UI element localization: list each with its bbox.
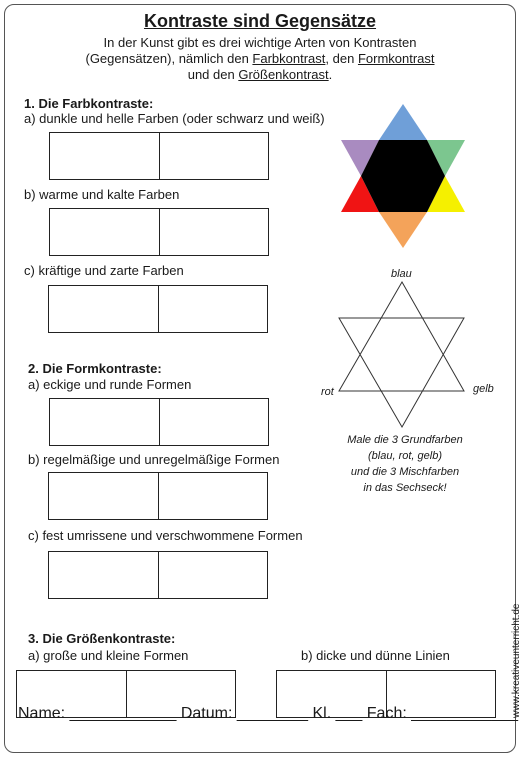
answer-box-2b[interactable] (48, 472, 268, 520)
star-tip-bottom (379, 212, 427, 248)
subject-field[interactable]: ____________ (411, 705, 519, 722)
subject-label: Fach: (366, 705, 407, 722)
section3-heading: 3. Die Größenkontraste: (28, 631, 176, 646)
section1-item-b: b) warme und kalte Farben (24, 187, 180, 202)
answer-box-2a[interactable] (49, 398, 269, 446)
answer-cell-2c-right[interactable] (158, 552, 268, 598)
outline-star-diagram (334, 280, 466, 428)
star-tip-top (379, 104, 427, 140)
class-field[interactable]: ___ (335, 705, 363, 722)
section3-item-a: a) große und kleine Formen (28, 648, 189, 663)
answer-cell-2a-left[interactable] (50, 399, 159, 445)
answer-box-2c[interactable] (48, 551, 268, 599)
star-label-right: gelb (473, 383, 494, 395)
term-farbkontrast: Farbkontrast (252, 51, 326, 66)
star-triangle-up[interactable] (339, 282, 464, 391)
color-star-diagram (337, 103, 469, 249)
answer-box-1c[interactable] (48, 285, 268, 333)
answer-cell-1c-left[interactable] (49, 286, 158, 332)
section3-item-b: b) dicke und dünne Linien (301, 648, 450, 663)
worksheet-title: Kontraste sind Gegensätze (143, 11, 377, 31)
intro-text: In der Kunst gibt es drei wichtige Arten von Kontrasten (Gegensätzen), nämlich den Farbkontrast, den Formkontrast und den Größenkontrast. (85, 35, 435, 82)
answer-cell-2b-right[interactable] (158, 473, 268, 519)
term-formkontrast: Formkontrast (357, 51, 435, 66)
coloring-instruction: Male die 3 Grundfarben (blau, rot, gelb) und die 3 Mischfarben in das Sechseck! (347, 434, 463, 494)
answer-cell-1b-right[interactable] (159, 209, 269, 255)
answer-cell-1c-right[interactable] (158, 286, 268, 332)
answer-box-1b[interactable] (49, 208, 269, 256)
answer-cell-1a-left[interactable] (50, 133, 159, 179)
star-label-left: rot (321, 386, 334, 398)
answer-cell-1a-right[interactable] (159, 133, 269, 179)
section2-heading: 2. Die Formkontraste: (28, 361, 162, 376)
section1-heading: 1. Die Farbkontraste: (24, 96, 154, 111)
section2-item-c: c) fest umrissene und verschwommene Formen (28, 528, 303, 543)
answer-cell-2b-left[interactable] (49, 473, 158, 519)
footer-fields (18, 705, 518, 723)
date-field[interactable]: ________ (236, 705, 309, 722)
website-credit: www.kreativeunterricht.de (511, 603, 522, 718)
section1-item-c: c) kräftige und zarte Farben (24, 263, 184, 278)
answer-cell-2c-left[interactable] (49, 552, 158, 598)
section2-item-b: b) regelmäßige und unregelmäßige Formen (28, 452, 280, 467)
answer-cell-1b-left[interactable] (50, 209, 159, 255)
star-hexagon-center (361, 140, 445, 212)
class-label: Kl. (312, 705, 332, 722)
section2-item-a: a) eckige und runde Formen (28, 377, 192, 392)
star-triangle-down[interactable] (339, 318, 464, 427)
name-label: Name: (18, 705, 66, 722)
section1-item-a: a) dunkle und helle Farben (oder schwarz und weiß) (24, 111, 325, 126)
star-label-top: blau (391, 268, 412, 280)
date-label: Datum: (180, 705, 233, 722)
term-groessenkontrast: Größenkontrast (238, 67, 329, 82)
answer-box-1a[interactable] (49, 132, 269, 180)
name-field[interactable]: ____________ (69, 705, 177, 722)
answer-cell-2a-right[interactable] (159, 399, 269, 445)
